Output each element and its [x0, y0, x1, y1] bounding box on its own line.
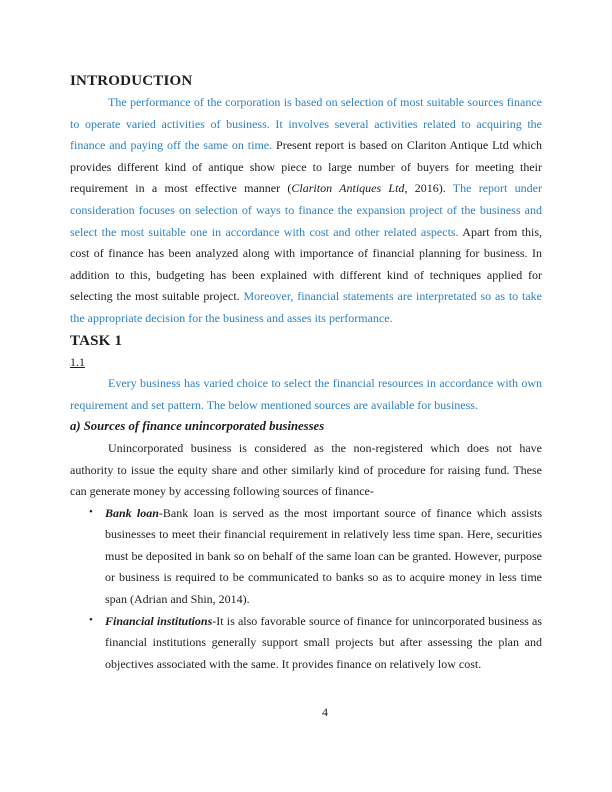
text-run: Bank loan: [105, 505, 159, 520]
task-1-1-paragraph: [70, 373, 542, 416]
text-run: -Bank loan is served as the most important source of finance which assists businesses to meet their financial requirement in relatively less time span. Here, securities must be deposited in bank so on behalf of the same loan can be granted. However, purpose or business is required to be communicated to banks so as to acquire money in less time span (Adrian and Shin, 2014).: [105, 505, 542, 607]
section-heading-introduction: INTRODUCTION: [70, 73, 193, 89]
intro-paragraph: [70, 92, 542, 330]
unincorporated-paragraph: [70, 438, 542, 503]
text-run: Apart from this, cost of finance has been analyzed along with importance of financial planning for business. In addition to this, budgeting has been explained with different kind of techniques applied for selecting the most suitable project.: [70, 224, 542, 304]
bullet-marker-icon: •: [89, 613, 93, 626]
subsection-heading-sources-of-finance: a) Sources of finance unincorporated businesses: [70, 419, 325, 434]
text-run: Clariton Antiques Ltd: [291, 181, 405, 196]
text-run: Every business has varied choice to select the financial resources in accordance with own requirement and set pattern. The below mentioned sources are available for business.: [70, 376, 542, 412]
text-run: -It is also favorable source of finance for unincorporated business as financial institutions generally support small projects but after assessing the plan and objectives associated with the same. It provides finance on relatively low cost.: [105, 613, 542, 671]
text-run: The report under consideration focuses on selection of ways to finance the expansion project of the business and select the most suitable one in accordance with cost and other related aspects.: [70, 181, 542, 239]
text-run: Unincorporated business is considered as the non-registered which does not have authority to issue the equity share and other similarly kind of procedure for raising fund. These can generate money by accessing following sources of finance-: [70, 440, 542, 499]
subsection-heading-1-1: 1.1: [70, 354, 85, 369]
bullet-financial-institutions: [89, 611, 542, 676]
section-heading-task-1: TASK 1: [70, 332, 123, 349]
page-footer: [38, 702, 612, 724]
text-run: Present report is based on Clariton Antique Ltd which provides different kind of antique show piece to large number of buyers for meeting their requirement in a most effective manner (: [70, 138, 542, 196]
text-run: Financial institutions: [105, 613, 213, 628]
bullet-marker-icon: •: [89, 505, 93, 518]
text-run: , 2016).: [404, 181, 453, 196]
text-run: The performance of the corporation is based on selection of most suitable sources finance to operate varied activities of business. It involves several activities related to acquiring the finance and paying off the same on time.: [70, 95, 542, 153]
document-content: [70, 70, 542, 675]
text-run: Moreover, financial statements are interpretated so as to take the appropriate decision for the business and asses its performance.: [70, 289, 542, 325]
bullet-list: [70, 503, 542, 676]
page-number: 4: [322, 705, 328, 719]
bullet-bank-loan: [89, 503, 542, 611]
